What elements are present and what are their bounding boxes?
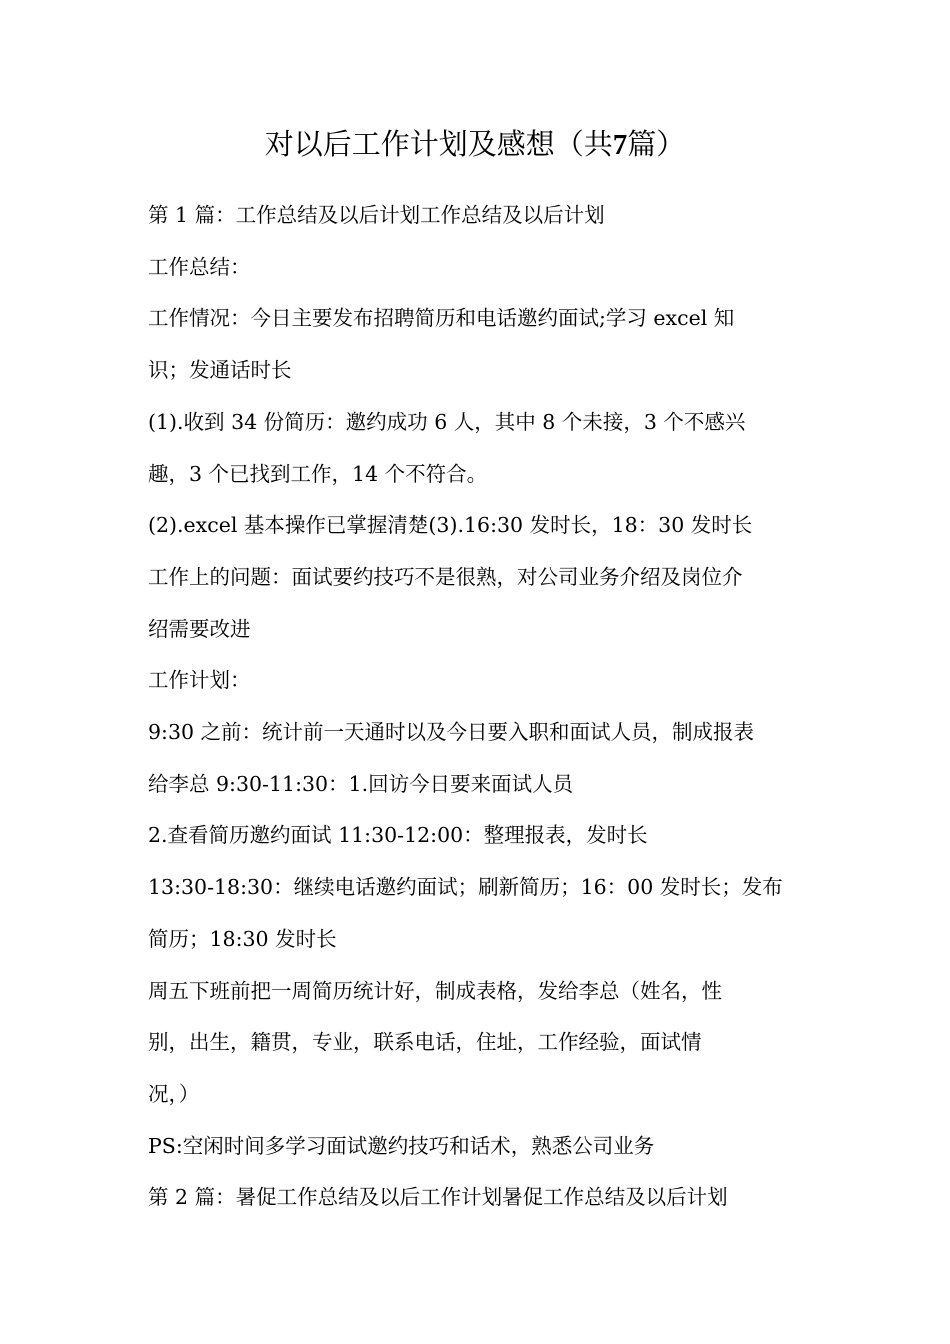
paragraph-line: 9:30 之前：统计前一天通时以及今日要入职和面试人员，制成报表 bbox=[148, 720, 755, 745]
section-heading-1: 第 1 篇：工作总结及以后计划工作总结及以后计划 bbox=[148, 203, 605, 227]
paragraph-line: 2.查看简历邀约面试 11:30-12:00：整理报表，发时长 bbox=[148, 823, 648, 848]
paragraph-line: 况，） bbox=[148, 1081, 200, 1106]
paragraph-line: 简历；18:30 发时长 bbox=[148, 926, 337, 951]
document-body bbox=[148, 190, 808, 1224]
paragraph-line: 工作上的问题：面试要约技巧不是很熟，对公司业务介绍及岗位介 bbox=[148, 564, 743, 589]
paragraph-line: PS:空闲时间多学习面试邀约技巧和话术，熟悉公司业务 bbox=[148, 1133, 655, 1158]
paragraph-line: 识；发通话时长 bbox=[148, 358, 292, 383]
paragraph-line: 趣，3 个已找到工作，14 个不符合。 bbox=[148, 461, 488, 486]
title-prefix: 对以后工作计划及感想（共 bbox=[264, 127, 613, 161]
subheading-work-plan: 工作计划： bbox=[148, 668, 251, 693]
paragraph-line: (2).excel 基本操作已掌握清楚(3).16:30 发时长，18：30 发时长 bbox=[148, 513, 753, 538]
paragraph-line: 工作情况：今日主要发布招聘简历和电话邀约面试;学习 excel 知 bbox=[148, 306, 735, 331]
paragraph-line: 13:30-18:30：继续电话邀约面试；刷新简历；16：00 发时长；发布 bbox=[148, 875, 783, 900]
paragraph-line: 周五下班前把一周简历统计好，制成表格，发给李总（姓名，性 bbox=[148, 978, 722, 1003]
paragraph-line: 给李总 9:30-11:30：1.回访今日要来面试人员 bbox=[148, 771, 574, 796]
section-heading-2: 第 2 篇：暑促工作总结及以后工作计划暑促工作总结及以后计划 bbox=[148, 1185, 728, 1210]
paragraph-line: (1).收到 34 份简历：邀约成功 6 人，其中 8 个未接，3 个不感兴 bbox=[148, 409, 746, 434]
document-title bbox=[0, 124, 950, 165]
title-suffix: 篇） bbox=[627, 127, 686, 161]
title-number: 7 bbox=[612, 129, 628, 161]
paragraph-line: 别，出生，籍贯，专业，联系电话，住址，工作经验，面试情 bbox=[148, 1030, 702, 1055]
subheading-work-summary: 工作总结： bbox=[148, 254, 251, 279]
paragraph-line: 绍需要改进 bbox=[148, 616, 251, 641]
